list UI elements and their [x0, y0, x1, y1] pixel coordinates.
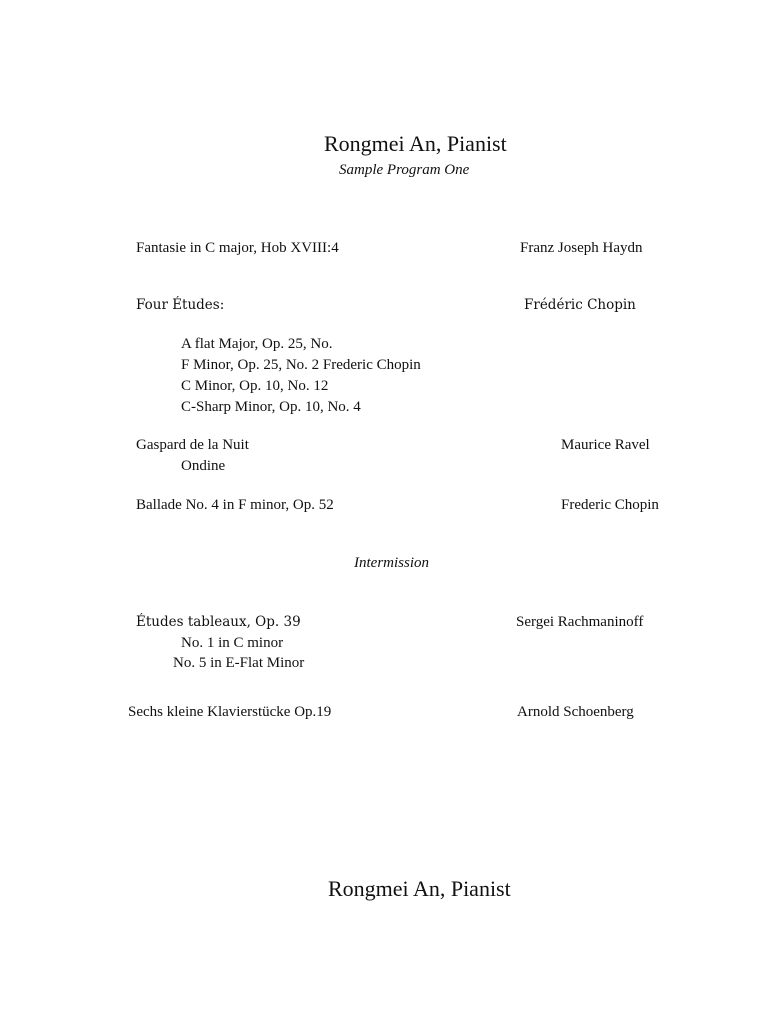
work-title-schoenberg: Sechs kleine Klavierstücke Op.19: [128, 704, 332, 720]
work-title-ballade: Ballade No. 4 in F minor, Op. 52: [136, 497, 334, 513]
movement-item: No. 5 in E-Flat Minor: [173, 655, 305, 671]
composer-rachmaninoff: Sergei Rachmaninoff: [516, 614, 644, 630]
work-title-rachmaninoff: Études tableaux, Op. 39: [136, 614, 301, 630]
movement-item: No. 1 in C minor: [181, 635, 284, 651]
composer-ballade: Frederic Chopin: [561, 497, 659, 513]
composer-schoenberg: Arnold Schoenberg: [517, 704, 634, 720]
footer-title: Rongmei An, Pianist: [328, 876, 511, 901]
movement-item: C-Sharp Minor, Op. 10, No. 4: [181, 399, 361, 415]
work-title-ravel: Gaspard de la Nuit: [136, 437, 249, 453]
page-title: Rongmei An, Pianist: [324, 131, 507, 156]
work-title-chopin-etudes: Four Études:: [136, 297, 225, 313]
intermission-label: Intermission: [354, 555, 429, 571]
movement-item: C Minor, Op. 10, No. 12: [181, 378, 329, 394]
movement-item: F Minor, Op. 25, No. 2 Frederic Chopin: [181, 357, 421, 373]
work-title-haydn: Fantasie in C major, Hob XVIII:4: [136, 240, 339, 256]
composer-haydn: Franz Joseph Haydn: [520, 240, 643, 256]
movement-item: A flat Major, Op. 25, No.: [181, 336, 333, 352]
movement-item: Ondine: [181, 458, 226, 474]
composer-ravel: Maurice Ravel: [561, 437, 650, 453]
page-subtitle: Sample Program One: [339, 162, 470, 178]
composer-chopin-etudes: Frédéric Chopin: [524, 297, 636, 313]
